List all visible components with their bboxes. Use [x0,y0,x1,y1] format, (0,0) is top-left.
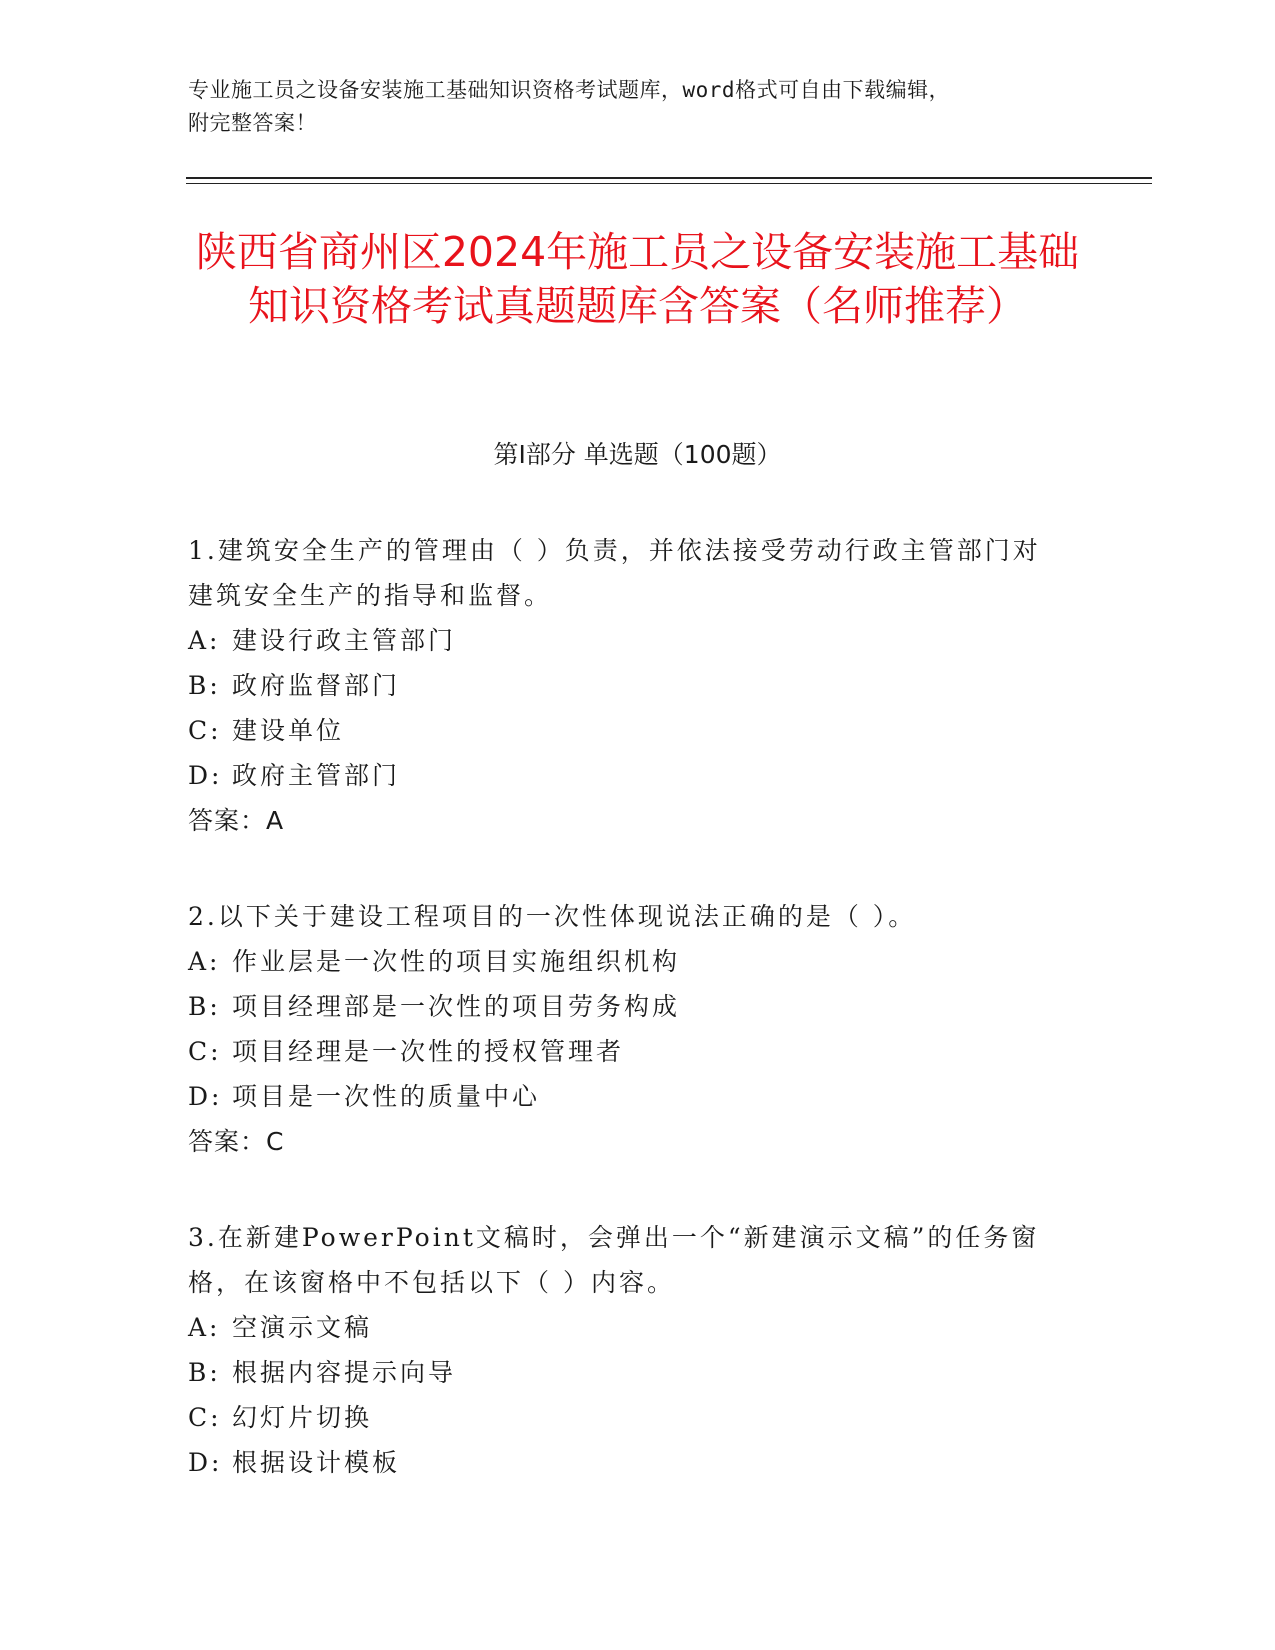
option-text: 项目是一次性的质量中心 [232,1082,541,1111]
option-letter: C: [188,1037,222,1066]
header-note [188,74,1068,140]
question-option [188,984,1068,1029]
option-text: 空演示文稿 [232,1313,373,1342]
option-text: 建设行政主管部门 [232,626,457,655]
option-letter: D: [188,1082,223,1111]
option-letter: D: [188,1448,223,1477]
option-letter: C: [188,1403,222,1432]
question-item [188,894,1068,1164]
option-letter: B: [188,992,221,1021]
question-stem: 3.在新建PowerPoint文稿时，会弹出一个“新建演示文稿”的任务窗格，在该窗格中不包括以下（ ）内容。 [188,1223,1040,1297]
section-heading: 第Ⅰ部分 单选题（100题） [493,440,782,469]
option-letter: A: [188,947,221,976]
question-item [188,1215,1068,1485]
question-list [188,528,1068,1536]
question-option [188,663,1068,708]
option-text: 政府监督部门 [232,671,401,700]
question-option [188,708,1068,753]
option-text: 幻灯片切换 [232,1403,373,1432]
question-answer: 答案：A [188,806,285,835]
option-text: 项目经理部是一次性的项目劳务构成 [232,992,681,1021]
option-letter: A: [188,626,221,655]
question-option [188,1395,1068,1440]
question-option [188,1440,1068,1485]
option-text: 根据设计模板 [232,1448,401,1477]
header-divider-thin [186,183,1152,184]
option-letter: D: [188,761,223,790]
question-option [188,1350,1068,1395]
question-item [188,528,1068,843]
question-option [188,1074,1068,1119]
question-option [188,1029,1068,1074]
document-title: 陕西省商州区2024年施工员之设备安装施工基础知识资格考试真题题库含答案（名师推荐） [195,228,1080,330]
header-divider-thick [186,177,1152,179]
question-option [188,753,1068,798]
question-option [188,1305,1068,1350]
question-option [188,618,1068,663]
option-letter: A: [188,1313,221,1342]
header-note-line2: 附完整答案！ [188,111,317,135]
option-text: 建设单位 [232,716,345,745]
question-stem: 2.以下关于建设工程项目的一次性体现说法正确的是（ ）。 [188,902,917,931]
question-stem: 1.建筑安全生产的管理由（ ）负责，并依法接受劳动行政主管部门对建筑安全生产的指导和监督。 [188,536,1041,610]
option-letter: B: [188,1358,221,1387]
option-text: 作业层是一次性的项目实施组织机构 [232,947,681,976]
option-letter: C: [188,716,222,745]
header-note-line1: 专业施工员之设备安装施工基础知识资格考试题库，word格式可自由下载编辑， [188,78,951,102]
option-text: 项目经理是一次性的授权管理者 [232,1037,625,1066]
option-letter: B: [188,671,221,700]
option-text: 政府主管部门 [232,761,401,790]
question-option [188,939,1068,984]
option-text: 根据内容提示向导 [232,1358,457,1387]
question-answer: 答案：C [188,1127,285,1156]
